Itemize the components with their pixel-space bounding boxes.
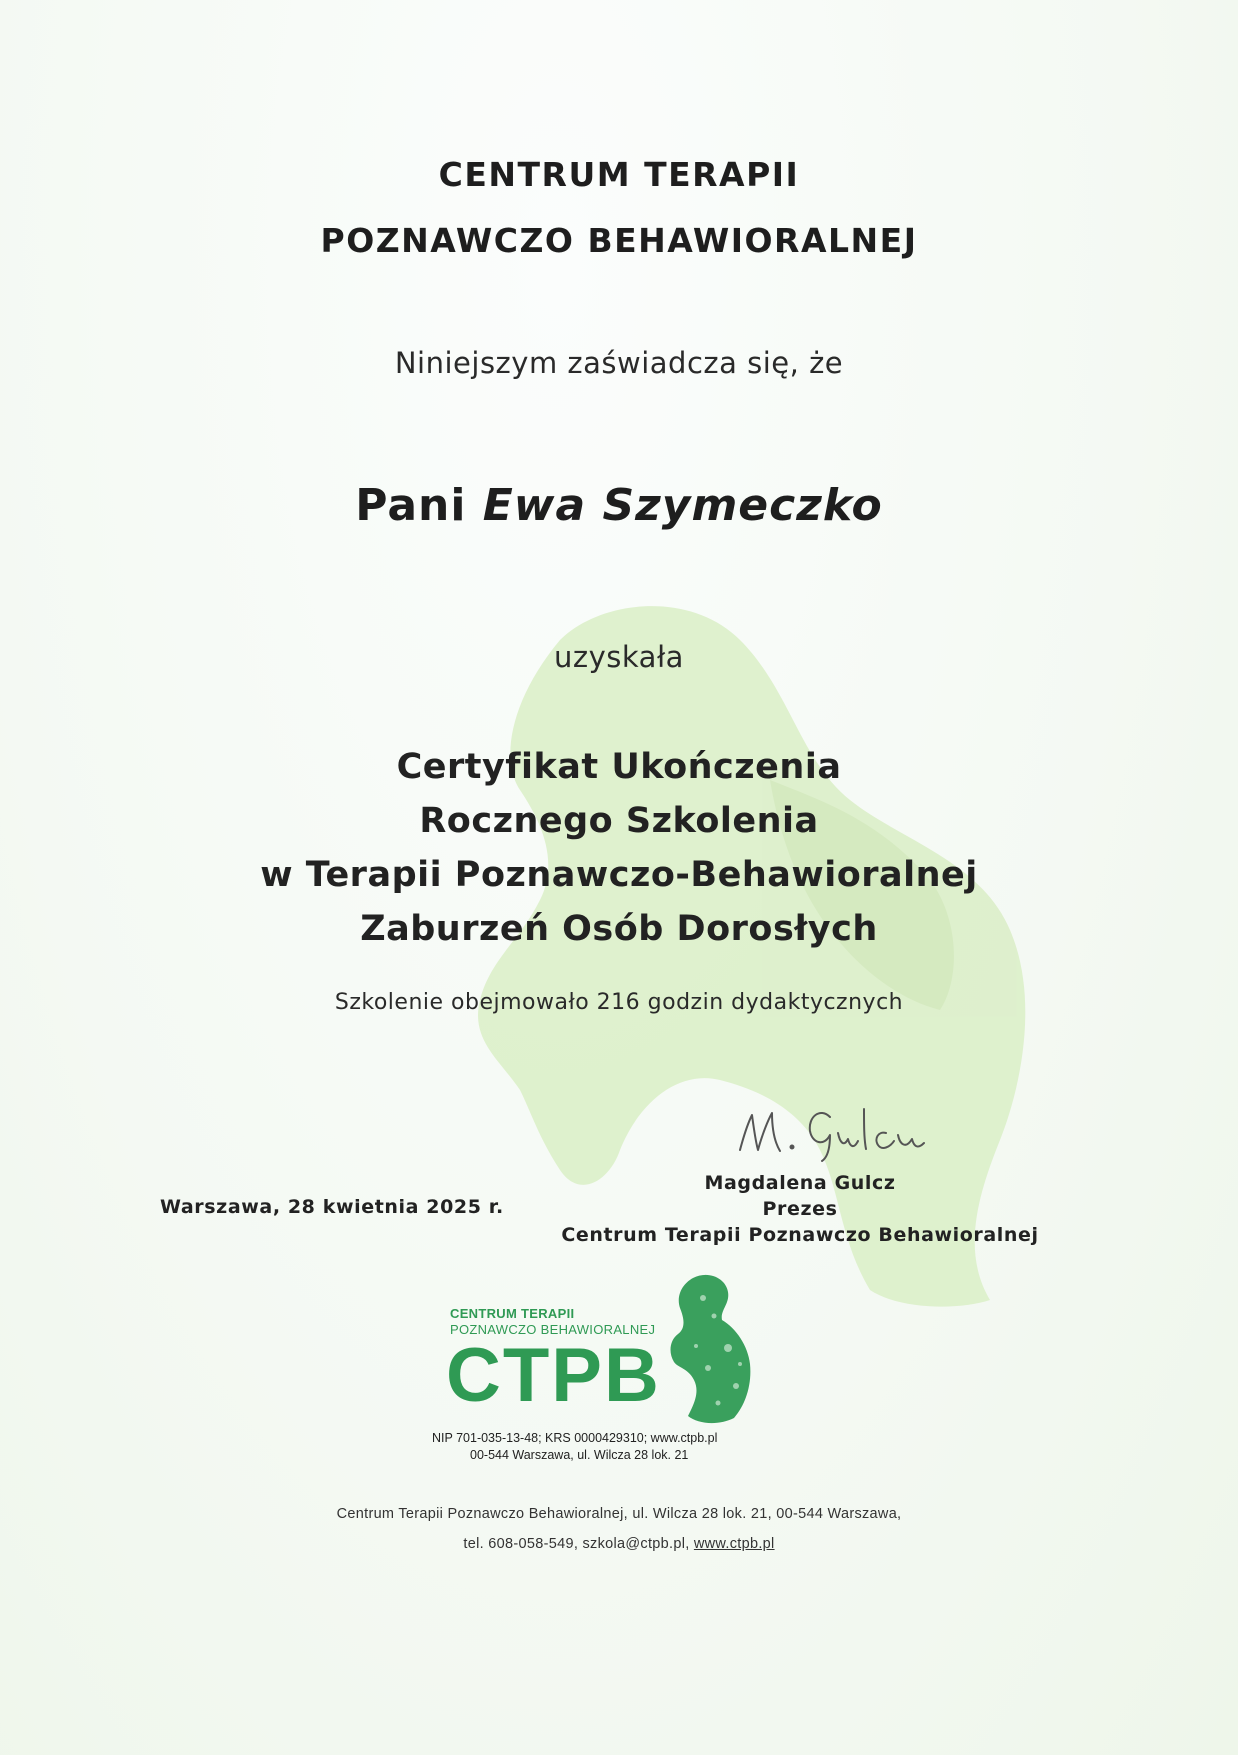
signer-block bbox=[540, 1170, 1060, 1248]
signer-role: Prezes bbox=[762, 1198, 838, 1220]
stamp-abbreviation: CTPB bbox=[446, 1333, 661, 1418]
signer-name: Magdalena Gulcz bbox=[704, 1172, 896, 1194]
thinker-stamp-icon bbox=[648, 1268, 758, 1428]
organization-title-line2: POZNAWCZO BEHAWIORALNEJ bbox=[320, 221, 918, 260]
recipient-name: Ewa Szymeczko bbox=[482, 480, 883, 531]
certificate-title-line1: Certyfikat Ukończenia bbox=[396, 747, 842, 787]
footer-contact bbox=[0, 1536, 1238, 1552]
handwritten-signature bbox=[730, 1095, 930, 1165]
organization-title-line1: CENTRUM TERAPII bbox=[438, 155, 800, 194]
organization-stamp bbox=[428, 1268, 768, 1468]
stamp-nip-line: NIP 701-035-13-48; KRS 0000429310; www.ctpb.pl bbox=[432, 1431, 718, 1445]
place-and-date: Warszawa, 28 kwietnia 2025 r. bbox=[160, 1196, 504, 1218]
footer-website-link[interactable]: www.ctpb.pl bbox=[693, 1536, 775, 1552]
certificate-title-line3: w Terapii Poznawczo-Behawioralnej bbox=[260, 855, 978, 895]
organization-title bbox=[0, 142, 1238, 274]
footer-contact-text: tel. 608-058-549, szkola@ctpb.pl, bbox=[463, 1536, 694, 1552]
stamp-address-line: 00-544 Warszawa, ul. Wilcza 28 lok. 21 bbox=[470, 1448, 689, 1462]
recipient-prefix: Pani bbox=[355, 480, 467, 531]
certificate-title-line2: Rocznego Szkolenia bbox=[419, 801, 819, 841]
stamp-line2: POZNAWCZO BEHAWIORALNEJ bbox=[450, 1322, 656, 1337]
obtained-text: uzyskała bbox=[554, 640, 684, 674]
footer-address: Centrum Terapii Poznawczo Behawioralnej, ul. Wilcza 28 lok. 21, 00-544 Warszawa, bbox=[336, 1506, 902, 1522]
recipient bbox=[0, 480, 1238, 531]
stamp-line1: CENTRUM TERAPII bbox=[450, 1306, 575, 1321]
certificate-title bbox=[0, 740, 1238, 956]
attestation-text: Niniejszym zaświadcza się, że bbox=[394, 346, 844, 380]
certificate-title-line4: Zaburzeń Osób Dorosłych bbox=[360, 909, 878, 949]
signer-organization: Centrum Terapii Poznawczo Behawioralnej bbox=[561, 1224, 1039, 1246]
hours-text: Szkolenie obejmowało 216 godzin dydaktycznych bbox=[334, 990, 904, 1015]
